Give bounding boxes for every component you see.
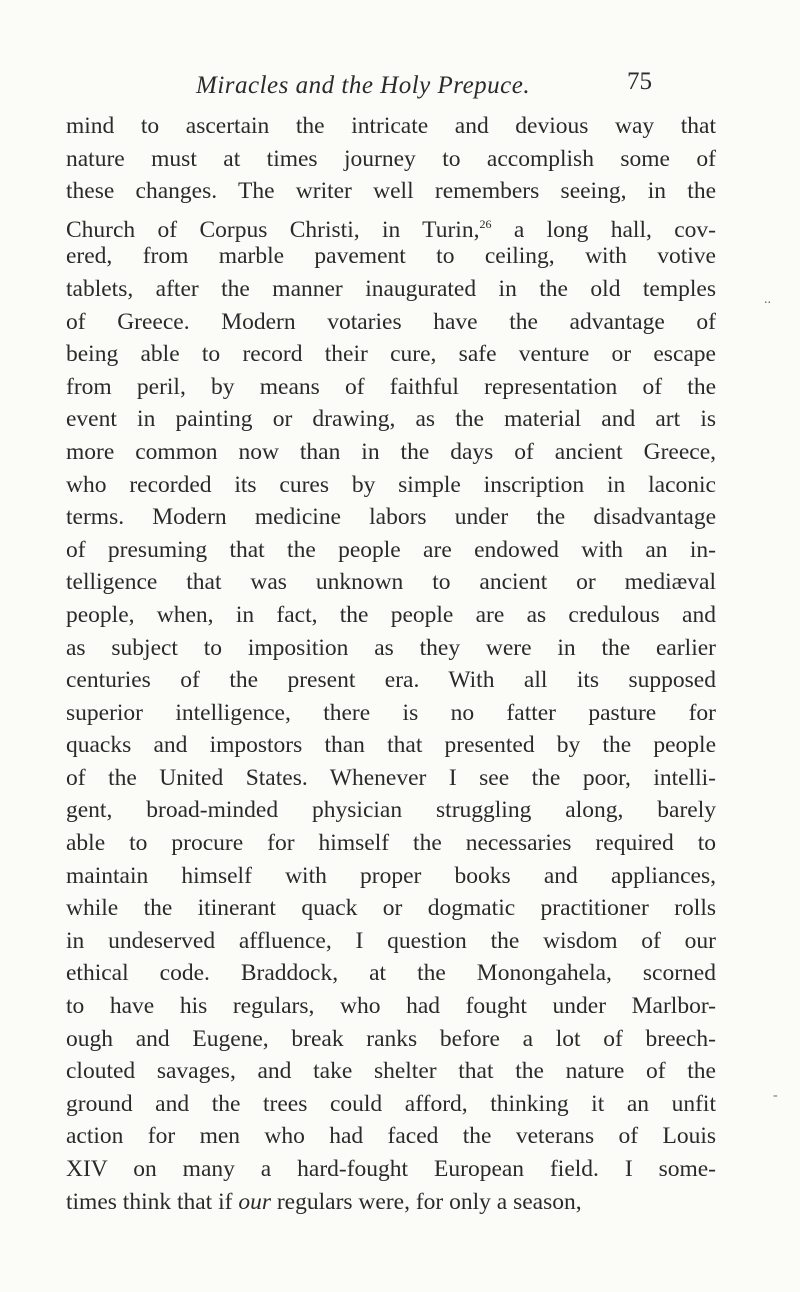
text-line: more common now than in the days of ancient Greece, (66, 438, 716, 465)
text-line: able to procure for himself the necessaries required to (66, 830, 716, 857)
text-line: gent, broad-minded physician struggling along, barely (66, 797, 716, 824)
text-line: tablets, after the manner inaugurated in the old temples (66, 275, 716, 302)
line-segment: Church of Corpus Christi, in Turin, (66, 216, 480, 243)
text-line (66, 208, 716, 241)
footnote-reference: 26 (479, 216, 492, 231)
text-line: clouted savages, and take shelter that the nature of the (66, 1058, 716, 1085)
text-line: as subject to imposition as they were in the earlier (66, 634, 716, 661)
text-line: in undeserved affluence, I question the wisdom of our (66, 927, 716, 954)
text-line: to have his regulars, who had fought under Marlbor- (66, 993, 716, 1020)
text-line (66, 1186, 716, 1219)
text-line: of the United States. Whenever I see the poor, intelli- (66, 764, 716, 791)
margin-mark: - (773, 1088, 778, 1103)
text-line: from peril, by means of faithful representation of the (66, 373, 716, 400)
text-line: event in painting or drawing, as the material and art is (66, 406, 716, 433)
text-line: nature must at times journey to accomplish some of (66, 145, 716, 172)
text-line: terms. Modern medicine labors under the disadvantage (66, 504, 716, 531)
line-segment: times think that if (66, 1188, 239, 1215)
text-line: people, when, in fact, the people are as credulous and (66, 601, 716, 628)
text-line: being able to record their cure, safe venture or escape (66, 341, 716, 368)
text-line: while the itinerant quack or dogmatic practitioner rolls (66, 895, 716, 922)
text-line: ethical code. Braddock, at the Monongahela, scorned (66, 960, 716, 987)
text-line: superior intelligence, there is no fatter pasture for (66, 699, 716, 726)
text-line: quacks and impostors than that presented by the people (66, 732, 716, 759)
text-line: these changes. The writer well remembers seeing, in the (66, 178, 716, 205)
text-line: who recorded its cures by simple inscription in laconic (66, 471, 716, 498)
italic-word: our (238, 1188, 271, 1215)
text-line: ground and the trees could afford, thinking it an unfit (66, 1090, 716, 1117)
text-line: maintain himself with proper books and appliances, (66, 862, 716, 889)
body-text (66, 110, 716, 1218)
text-line: of presuming that the people are endowed with an in- (66, 536, 716, 563)
running-title: Miracles and the Holy Prepuce. (196, 72, 531, 99)
text-line: telligence that was unknown to ancient or mediæval (66, 569, 716, 596)
page-number: 75 (627, 68, 652, 95)
margin-mark: .. (764, 292, 771, 307)
text-line: ough and Eugene, break ranks before a lot of breech- (66, 1025, 716, 1052)
text-line: mind to ascertain the intricate and devious way that (66, 113, 716, 139)
line-segment: a long hall, cov- (491, 216, 716, 243)
text-line: of Greece. Modern votaries have the advantage of (66, 308, 716, 335)
text-line: ered, from marble pavement to ceiling, with votive (66, 243, 716, 270)
text-line: XIV on many a hard-fought European field. I some- (66, 1156, 716, 1182)
text-line: centuries of the present era. With all its supposed (66, 667, 716, 694)
text-line: action for men who had faced the veterans of Louis (66, 1123, 716, 1150)
line-segment: regulars were, for only a season, (270, 1188, 582, 1215)
